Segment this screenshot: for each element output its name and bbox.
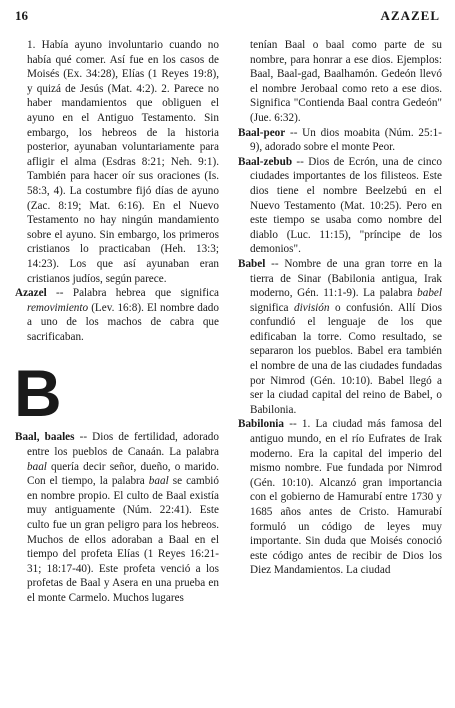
entry-text: -- Nombre de una gran torre en la tierra de Sinar (Babilonia antigua, Irak moderno, Gén. 11:1-9). La palabra: [250, 257, 442, 300]
entry-text: -- Palabra hebrea que significa: [46, 287, 219, 300]
headword-babel: Babel: [238, 257, 266, 270]
section-letter: B: [14, 356, 62, 431]
entry-text: significa: [250, 301, 295, 314]
entry-ayuno-continuation: 1. Había ayuno involuntario cuando no había qué comer. Así fue en los casos de Moisés (Ex. 34:28), Elías (1 Reyes 19:8), y quizá de Jesús (Mat. 4:2). 2. Parece no haber mandamientos que obliguen el ayuno en el Antiguo Testamento. Sin embargo, los hebreos de la historia posterior, ayunaban voluntariamente para afligir el alma (Esdras 8:21; Neh. 9:1). También para hacer oír sus oraciones (Is. 58:3, 4). La costumbre fijó días de ayuno (Zac. 8:19; Mat. 6:16). En el Nuevo Testamento no hay ningún mandamiento sobre el ayuno. Sin embargo, los primeros cristianos lo practicaban (Heh. 13:3; 14:23). Los que así ayunaban eran cristianos judíos, según parece.: [27, 39, 219, 285]
page-number: 16: [15, 8, 28, 23]
entry-babilonia: [238, 417, 442, 578]
headword-azazel: Azazel: [15, 287, 47, 300]
right-column: [238, 38, 442, 578]
entry-baal-zebub: [238, 155, 442, 257]
headword-baal-zebub: Baal-zebub: [238, 155, 293, 168]
entry-babel: [238, 257, 442, 418]
entry-text: quería decir señor, dueño, o marido. Con el tiempo, la palabra: [27, 460, 219, 488]
entry-baal-peor: [238, 126, 442, 155]
entry-baal-continuation: tenían Baal o baal como parte de su nombre, para honrar a ese dios. Ejemplos: Baal, Baal-gad, Baalhamón. Gedeón llevó el nombre Jerobaal como reto a ese dios. Significa "Contienda Baal contra Gedeón" (Jue. 6:32).: [250, 39, 442, 124]
entry-text: -- Dios de fertilidad, adorado entre los pueblos de Canaán. La palabra: [27, 431, 219, 459]
entry-baal: [15, 430, 219, 605]
entry-italic: baal: [148, 475, 169, 488]
entry-text: -- 1. La ciudad más famosa del antiguo mundo, en el río Eufrates de Irak moderno. Era la capital del imperio del mismo nombre. Fue fundada por Nimrod (Gén. 10:10). Alcanzó gran importancia con el gobierno de Hamurabí entre 1730 y 1685 años antes de Cristo. Hamurabí formuló un código de leyes muy importante. Sin duda que Moisés conoció este código antes de recibir de Dios los Diez Mandamientos. La ciudad: [250, 418, 442, 577]
entry-italic: división: [294, 301, 330, 314]
left-column: [15, 38, 219, 606]
entry-text: (Lev. 16:8). El nombre dado a uno de los machos de cabra que sacrificaban.: [27, 301, 219, 343]
entry-text: o confusión. Allí Dios confundió el lenguaje de los que edificaban la torre. Como resultado, se separaron los pueblos. Babel era también el nombre de una de las ciudades fundadas por Nimrod (Gén. 10:10). Babel llegó a ser la ciudad capital del reino de Babel, o Babilonia.: [250, 301, 442, 416]
headword-baal-peor: Baal-peor: [238, 126, 286, 139]
entry-text: se cambió en nombre propio. El culto de Baal existía muy antiguamente (Núm. 22:41). Este culto fue un gran peligro para los hebreos. Muchos de ellos adoraban a Baal en el tiempo del profeta Elías (1 Reyes 16:21-31; 18:17-40). Este profeta venció a los profetas de Baal y Asera en una prueba en el monte Carmelo. Muchos lugares: [27, 475, 219, 604]
entry-italic: babel: [417, 287, 442, 300]
entry-text: -- Dios de Ecrón, una de cinco ciudades importantes de los filisteos. Este dios tiene el nombre Beelzebú en el Nuevo Testamento (Mat. 10:25). Pero en este tiempo se usaba como nombre del diablo (Luc. 11:15), "príncipe de los demonios".: [250, 155, 442, 256]
entry-text: -- Un dios moabita (Núm. 25:1-9), adorado sobre el monte Peor.: [250, 126, 442, 154]
headword-babilonia: Babilonia: [238, 418, 285, 431]
entry-italic: removimiento: [27, 301, 89, 314]
entry-italic: baal: [27, 460, 47, 473]
entry-azazel: [15, 286, 219, 344]
headword-baal: Baal, baales: [15, 431, 75, 444]
running-head: AZAZEL: [380, 8, 440, 23]
